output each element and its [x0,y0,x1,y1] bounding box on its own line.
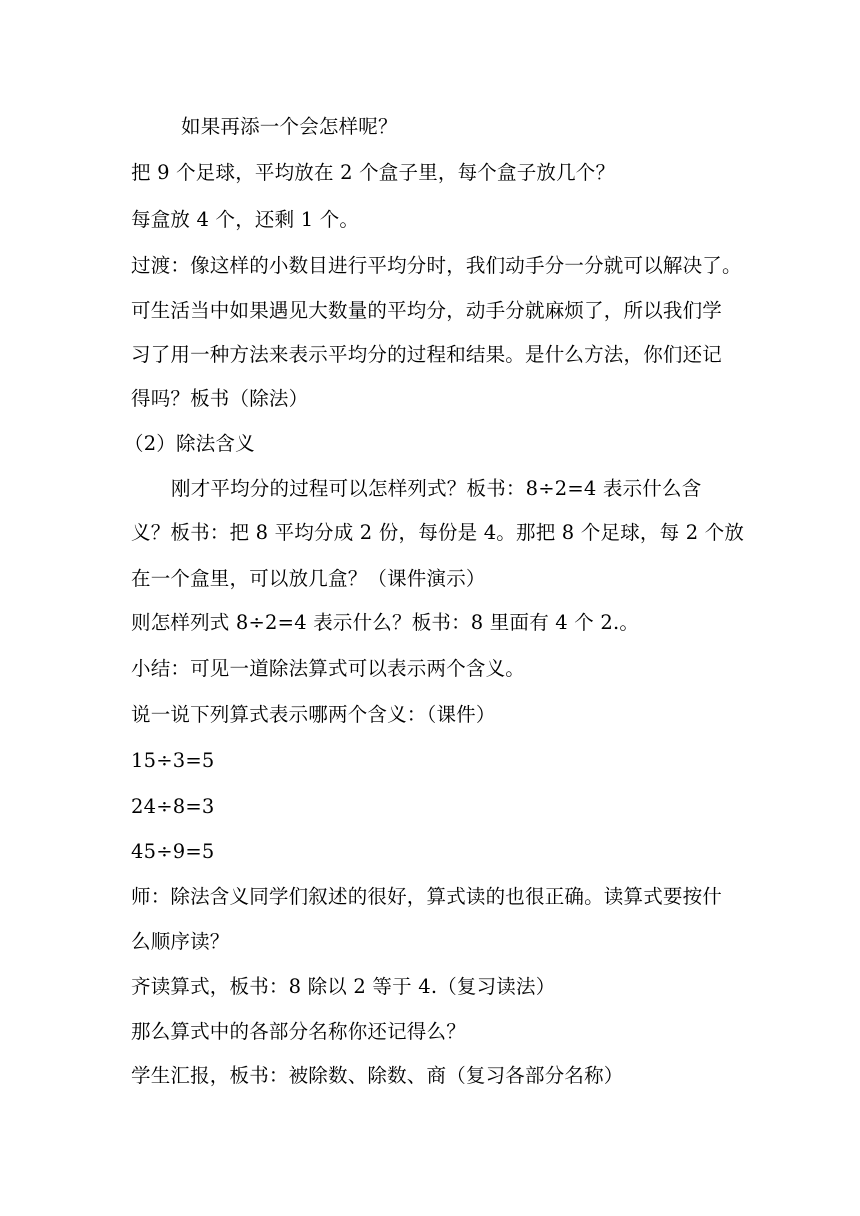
text-line-20: 齐读算式，板书：8 除以 2 等于 4.（复习读法） [131,975,556,998]
text-line-11: 在一个盒里，可以放几盒？（课件演示） [131,567,486,590]
section-heading: （2）除法含义 [124,432,255,455]
text-line-1: 如果再添一个会怎样呢？ [181,115,398,138]
text-line-14: 说一说下列算式表示哪两个含义：（课件） [131,703,496,726]
equation-1: 15÷3=5 [131,749,215,772]
text-line-4: 过渡：像这样的小数目进行平均分时，我们动手分一分就可以解决了。 [131,254,742,277]
text-line-18: 师：除法含义同学们叙述的很好，算式读的也很正确。读算式要按什 [131,885,723,908]
equation-2: 24÷8=3 [131,795,215,818]
text-line-22: 学生汇报，板书：被除数、除数、商（复习各部分名称） [131,1064,624,1087]
text-line-5: 可生活当中如果遇见大数量的平均分，动手分就麻烦了，所以我们学 [131,299,723,322]
equation-3: 45÷9=5 [131,840,215,863]
text-line-10: 义？板书：把 8 平均分成 2 份，每份是 4。那把 8 个足球，每 2 个放 [131,521,745,544]
text-line-13: 小结：可见一道除法算式可以表示两个含义。 [131,657,526,680]
text-line-12: 则怎样列式 8÷2=4 表示什么？板书：8 里面有 4 个 2.。 [131,611,640,634]
text-line-2: 把 9 个足球，平均放在 2 个盒子里，每个盒子放几个？ [131,161,616,184]
text-line-3: 每盒放 4 个，还剩 1 个。 [131,208,360,231]
text-line-7: 得吗？板书（除法） [131,387,309,410]
text-line-21: 那么算式中的各部分名称你还记得么？ [131,1020,466,1043]
text-line-19: 么顺序读？ [131,930,230,953]
text-line-9: 刚才平均分的过程可以怎样列式？板书：8÷2=4 表示什么含 [171,477,702,500]
text-line-6: 习了用一种方法来表示平均分的过程和结果。是什么方法，你们还记 [131,343,723,366]
